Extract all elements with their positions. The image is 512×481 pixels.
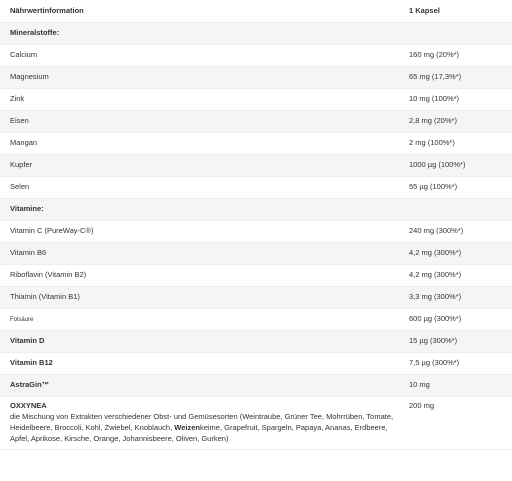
row-value: 15 µg (300%*) — [399, 330, 512, 352]
table-row — [0, 286, 512, 308]
row-value: 10 mg (100%*) — [399, 88, 512, 110]
oxxynea-name: OXXYNEA — [10, 400, 47, 410]
table-row — [0, 242, 512, 264]
row-name: Thiamin (Vitamin B1) — [0, 286, 399, 308]
row-name: Vitamin B6 — [0, 242, 399, 264]
oxxynea-desc-allergen: Weizen — [174, 422, 200, 432]
row-name: Zink — [0, 88, 399, 110]
table-row — [0, 110, 512, 132]
table-row — [0, 88, 512, 110]
table-row — [0, 132, 512, 154]
row-name: Vitamin B12 — [0, 352, 399, 374]
row-value: 55 µg (100%*) — [399, 176, 512, 198]
row-name: Kupfer — [0, 154, 399, 176]
row-name: AstraGin™ — [0, 374, 399, 396]
section-label-vitamins: Vitamine: — [0, 198, 399, 220]
table-row — [0, 374, 512, 396]
oxxynea-desc-part2: keime, Grapefruit, Spargeln, Papaya, Ananas, Erdbeere, Apfel, Aprikose, Kirsche, Orange, Johannisbeere, Oliven, Gurken) — [10, 422, 388, 443]
table-row — [0, 308, 512, 330]
row-name: Calcium — [0, 44, 399, 66]
row-value: 240 mg (300%*) — [399, 220, 512, 242]
oxxynea-value: 200 mg — [399, 396, 512, 449]
row-value: 600 µg (300%*) — [399, 308, 512, 330]
row-value: 4,2 mg (300%*) — [399, 242, 512, 264]
row-name: Eisen — [0, 110, 399, 132]
table-header-row — [0, 0, 512, 22]
table-row — [0, 66, 512, 88]
table-row — [0, 352, 512, 374]
section-row-vitamins — [0, 198, 512, 220]
row-name: Mangan — [0, 132, 399, 154]
table-row — [0, 154, 512, 176]
oxxynea-cell — [0, 396, 399, 449]
row-value: 1000 µg (100%*) — [399, 154, 512, 176]
row-value: 10 mg — [399, 374, 512, 396]
table-row — [0, 176, 512, 198]
header-nutrition-info: Nährwertinformation — [0, 0, 399, 22]
row-value: 4,2 mg (300%*) — [399, 264, 512, 286]
section-row-minerals — [0, 22, 512, 44]
row-value: 160 mg (20%*) — [399, 44, 512, 66]
row-value: 2 mg (100%*) — [399, 132, 512, 154]
table-row-oxxynea — [0, 396, 512, 449]
row-name: Selen — [0, 176, 399, 198]
row-name: Vitamin D — [0, 330, 399, 352]
row-name: Riboflavin (Vitamin B2) — [0, 264, 399, 286]
row-value: 65 mg (17,3%*) — [399, 66, 512, 88]
table-row — [0, 264, 512, 286]
oxxynea-desc-part1: die Mischung von Extrakten verschiedener Obst- und Gemüsesorten (Weintraube, Grüner Tee, Mohrrüben, Tomate, Heidelbeere, Broccoli, Kohl, Zwiebel, Knoblauch, — [10, 411, 394, 432]
oxxynea-description — [10, 411, 399, 444]
row-value — [399, 198, 512, 220]
row-name — [0, 308, 399, 330]
folic-acid-label: Folsäure — [10, 316, 34, 323]
section-label-minerals: Mineralstoffe: — [0, 22, 399, 44]
table-row — [0, 44, 512, 66]
row-value: 3,3 mg (300%*) — [399, 286, 512, 308]
row-value: 7,5 µg (300%*) — [399, 352, 512, 374]
row-name: Magnesium — [0, 66, 399, 88]
table-row — [0, 330, 512, 352]
table-row — [0, 220, 512, 242]
row-value — [399, 22, 512, 44]
row-name: Vitamin C (PureWay-C®) — [0, 220, 399, 242]
row-value: 2,8 mg (20%*) — [399, 110, 512, 132]
header-per-capsule: 1 Kapsel — [399, 0, 512, 22]
